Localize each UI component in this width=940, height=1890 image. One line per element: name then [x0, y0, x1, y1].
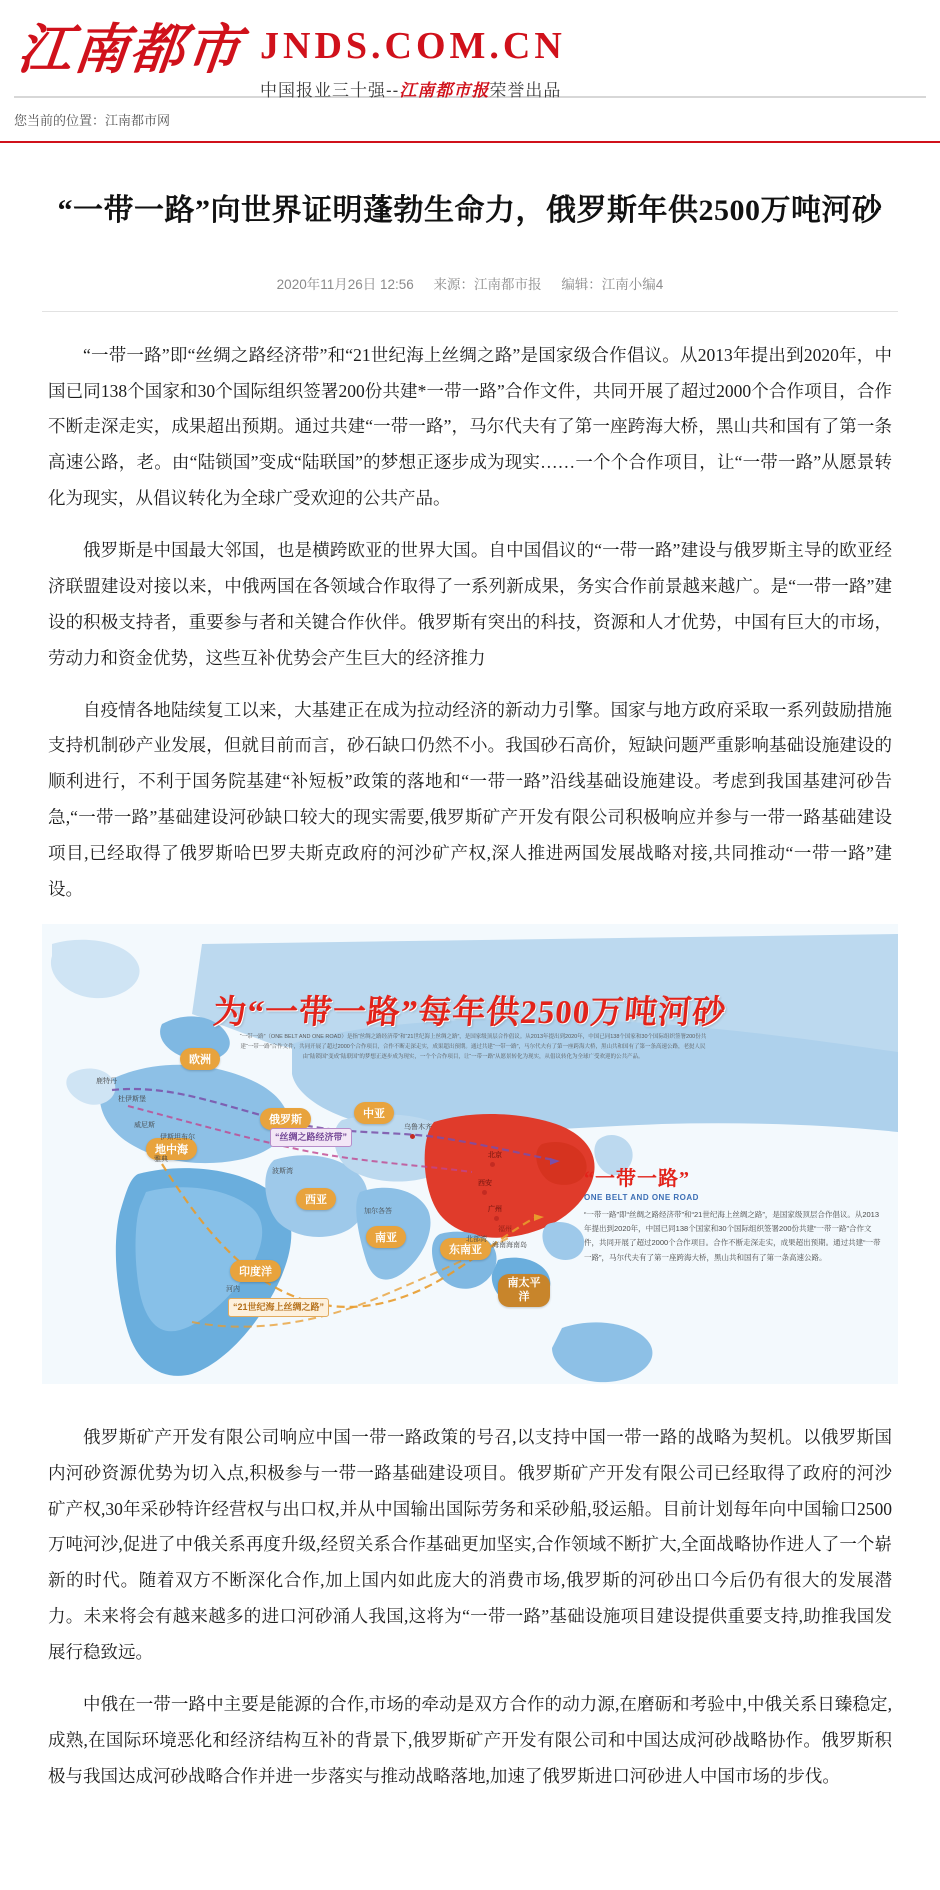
- map-city-label-persian-gulf: 波斯湾: [272, 1167, 293, 1175]
- site-tagline: [260, 76, 566, 101]
- map-city-dot-xian: [482, 1190, 487, 1195]
- article-body-top: [42, 312, 898, 908]
- map-city-label-duisburg: 杜伊斯堡: [118, 1095, 146, 1103]
- paragraph: “一带一路”即“丝绸之路经济带”和“21世纪海上丝绸之路”是国家级合作倡议。从2013年提出到2020年，中国已同138个国家和30个国际组织签署200份共建*一带一路”合作文件，共同开展了超过2000个合作项目，合作不断走深走实，成果超出预期。通过共建“一带一路”，马尔代夫有了第一座跨海大桥，黑山共和国有了第一条高速公路，老。由“陆锁国”变成“陆联国”的梦想正逐步成为现实……一个个合作项目，让“一带一路”从愿景转化为现实，从倡议转化为全球广受欢迎的公共产品。: [48, 344, 892, 509]
- map-city-label-kolkata: 加尔各答: [364, 1207, 392, 1215]
- article-meta: [42, 253, 898, 311]
- map-region-label-south-asia: 南亚: [366, 1226, 406, 1248]
- map-city-label-beijing: 北京: [488, 1151, 502, 1159]
- belt-and-road-map-figure: [42, 924, 898, 1384]
- tagline-prefix: 中国报业三十强--: [260, 80, 400, 100]
- map-region-label-west-asia: 西亚: [296, 1188, 336, 1210]
- map-city-dot-urumqi: [410, 1134, 415, 1139]
- map-city-label-venice: 威尼斯: [134, 1121, 155, 1129]
- map-region-label-southeast-asia: 东南亚: [440, 1238, 491, 1260]
- breadcrumb-link-home[interactable]: 江南都市网: [105, 113, 171, 128]
- map-city-label-urumqi: 乌鲁木齐: [404, 1123, 432, 1131]
- map-city-label-xian: 西安: [478, 1179, 492, 1187]
- map-legend-title: [584, 1162, 884, 1202]
- figure-subtitle: “一带一路”（ONE BELT AND ONE ROAD）是指“丝绸之路经济带”和“21世纪海上丝绸之路”，是国家级顶层合作倡议。从2013年提出到2020年，中国已同138个国家和30个国际组织签署200份共建“一带一路”合作文件，共同开展了超过2000个合作项目，合作不断走深走实，成果超出预期。通过共建“一带一路”，马尔代夫有了第一座跨海大桥，黑山共和国有了第一条高速公路，老挝人民由“陆锁国”变成“陆联国”的梦想正逐步成为现实，一个个合作项目，让“一带一路”从愿景转化为现实，从倡议转化为全球广受欢迎的公共产品。: [239, 1033, 707, 1061]
- map-legend-title-text: “一带一路”: [584, 1167, 690, 1190]
- article-editor: 编辑：江南小编4: [561, 276, 664, 292]
- site-logo-chinese[interactable]: 江南都市: [14, 20, 246, 80]
- map-city-label-beibu-gulf: 北部湾: [466, 1235, 487, 1243]
- article: [0, 163, 940, 1794]
- paragraph: 自疫情各地陆续复工以来，大基建正在成为拉动经济的新动力引擎。国家与地方政府采取一系列鼓励措施支持机制砂产业发展，但就目前而言，砂石缺口仍然不小。我国砂石高价，短缺问题严重影响基础设施建设的顺利进行，不利于国务院基建“补短板”政策的落地和“一带一路”沿线基础设施建设。考虑到我国基建河砂告急,“一带一路”基础建设河砂缺口较大的现实需要,俄罗斯矿产开发有限公司积极响应并参与一带一路基础建设项目,已经取得了俄罗斯哈巴罗夫斯克政府的河沙矿产权,深人推进两国发展战略对接,共同推动“一带一路”建设。: [48, 699, 892, 899]
- figure-title: 为“一带一路”每年供2500万吨河砂: [211, 994, 728, 1031]
- map-city-dot-beijing: [490, 1162, 495, 1167]
- map-city-label-athens: 雅典: [154, 1155, 168, 1163]
- tagline-suffix: 荣誉出品: [489, 80, 562, 100]
- page-title: “一带一路”向世界证明蓬勃生命力，俄罗斯年供2500万吨河砂: [57, 194, 883, 228]
- article-source: 来源：江南都市报: [433, 276, 542, 292]
- map-legend-body: “一带一路”即“丝绸之路经济带”和“21世纪海上丝绸之路”，是国家级顶层合作倡议。从2013年提出到2020年，中国已同138个国家和30个国际组织签署200份共建“一带一路”合作文件，共同开展了超过2000个合作项目。合作不断走深走实，成果超出预期。通过共建“一带一路”，马尔代夫有了第一座跨海大桥，黑山共和国有了第一条高速公路。: [584, 1209, 881, 1262]
- map-city-label-rotterdam: 鹿特丹: [96, 1077, 117, 1085]
- map-city-label-hainan: 海南海南岛: [492, 1241, 527, 1249]
- map-city-label-fuzhou: 福州: [498, 1225, 512, 1233]
- paragraph: 中俄在一带一路中主要是能源的合作,市场的牵动是双方合作的动力源,在磨砺和考验中,中俄关系日臻稳定,成熟,在国际环境恶化和经济结构互补的背景下,俄罗斯矿产开发有限公司和中国达成河砂战略协作。俄罗斯积极与我国达成河砂战略合作并进一步落实与推动战略落地,加速了俄罗斯进口河砂进人中国市场的步伐。: [48, 1693, 892, 1786]
- site-domain: JNDS.COM.CN: [260, 25, 566, 67]
- map-city-dot-guangzhou: [494, 1216, 499, 1221]
- map-legend-title-en: ONE BELT AND ONE ROAD: [584, 1192, 699, 1202]
- page-tail-spacer: [0, 1811, 940, 1821]
- map-region-label-south-pacific: 南太平洋: [498, 1274, 550, 1308]
- paragraph: 俄罗斯矿产开发有限公司响应中国一带一路政策的号召,以支持中国一带一路的战略为契机。以俄罗斯国内河砂资源优势为切入点,积极参与一带一路基础建设项目。俄罗斯矿产开发有限公司已经取得了政府的河沙矿产权,30年采砂特许经营权与出口权,并从中国输出国际劳务和采砂船,驳运船。目前计划每年向中国输口2500万吨河沙,促进了中俄关系再度升级,经贸关系合作基础更加坚实,合作领域不断扩大,全面战略协作进人了一个崭新的时代。随着双方不断深化合作,加上国内如此庞大的消费市场,俄罗斯的河砂出口今后仍有很大的发展潜力。未来将会有越来越多的进口河砂涌人我国,这将为“一带一路”基础设施项目建设提供重要支持,助推我国发展行稳致远。: [48, 1426, 892, 1663]
- map-region-label-central-asia: 中亚: [354, 1102, 394, 1124]
- map-city-label-istanbul: 伊斯坦布尔: [160, 1133, 195, 1141]
- map-region-label-mediterranean: 地中海: [146, 1138, 197, 1160]
- map-route-label-maritime-silk-road: “21世纪海上丝绸之路”: [228, 1298, 329, 1318]
- paragraph: 俄罗斯是中国最大邻国，也是横跨欧亚的世界大国。自中国倡议的“一带一路”建设与俄罗斯主导的欧亚经济联盟建设对接以来，中俄两国在各领域合作取得了一系列新成果，务实合作前景越来越广。是“一带一路”建设的积极支持者，重要参与者和关键合作伙伴。俄罗斯有突出的科技，资源和人才优势，中国有巨大的市场，劳动力和资金优势，这些互补优势会产生巨大的经济推力: [48, 540, 892, 668]
- map-region-label-indian-ocean: 印度洋: [230, 1260, 281, 1282]
- breadcrumb-divider: [0, 141, 940, 143]
- map-route-label-silk-road-economic-belt: “丝绸之路经济带”: [270, 1128, 352, 1148]
- map-legend: [584, 1162, 884, 1265]
- article-body-bottom: [42, 1394, 898, 1795]
- breadcrumb-prefix: 您当前的位置：: [14, 113, 106, 128]
- site-logo-text-group: [260, 22, 566, 101]
- breadcrumb: [0, 98, 940, 141]
- site-header: [0, 0, 940, 100]
- map-region-label-europe: 欧洲: [180, 1048, 220, 1070]
- tagline-highlight: 江南都市报: [399, 80, 490, 100]
- article-date: 2020年11月26日 12:56: [276, 276, 414, 292]
- map-region-label-russia: 俄罗斯: [260, 1108, 311, 1130]
- map-city-label-hanoi: 河内: [226, 1285, 240, 1293]
- map-city-label-guangzhou: 广州: [488, 1205, 502, 1213]
